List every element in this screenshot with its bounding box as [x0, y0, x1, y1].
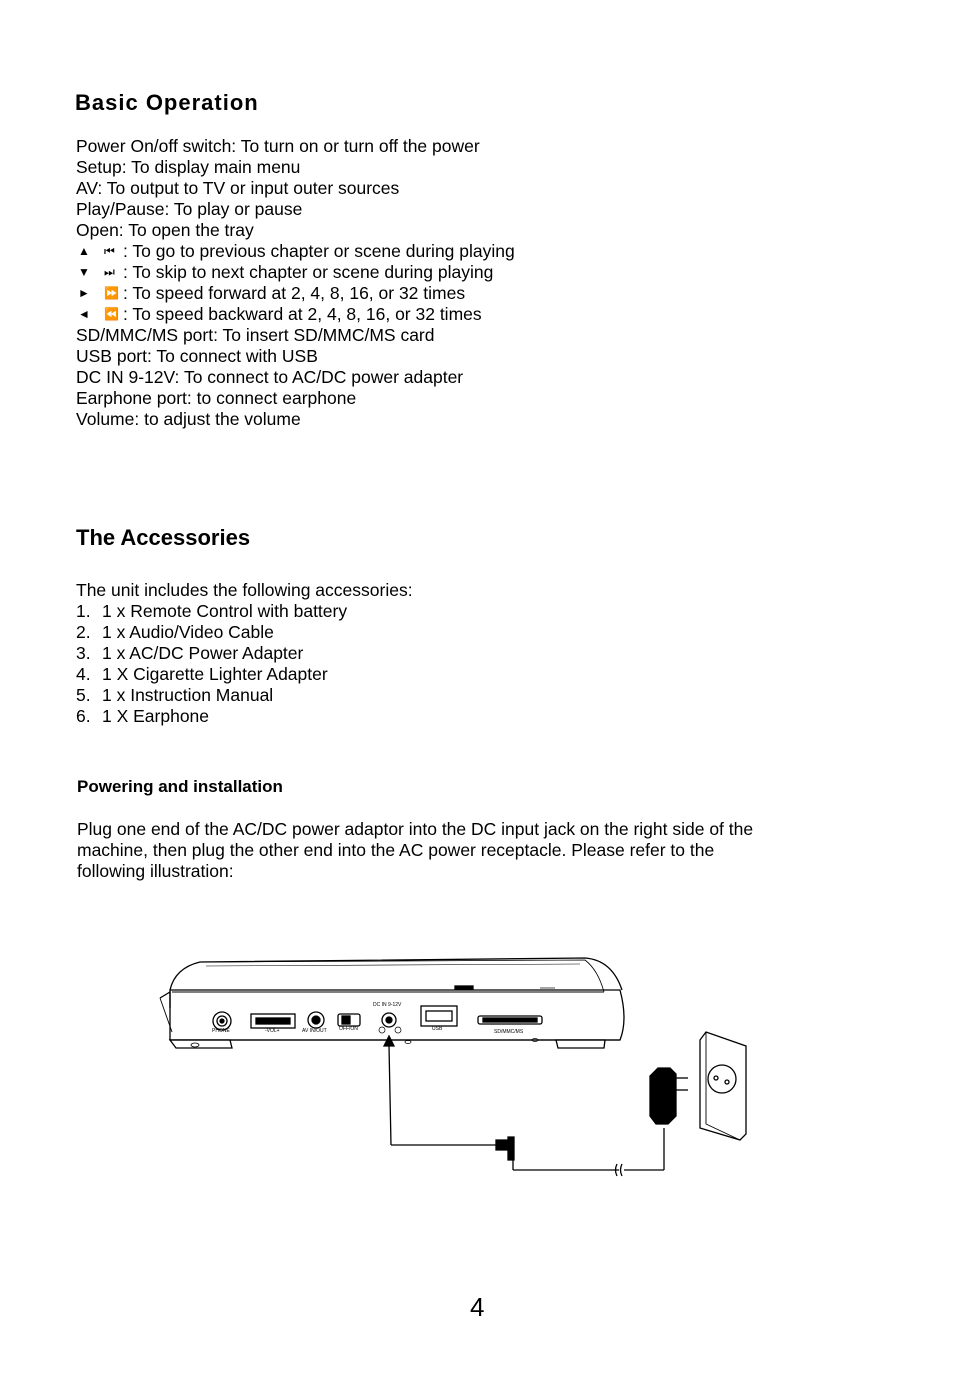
list-item: AV: To output to TV or input outer sources: [76, 178, 400, 198]
list-number: 6.: [76, 706, 91, 726]
wall-outlet-icon: [700, 1032, 746, 1140]
list-item: USB port: To connect with USB: [76, 346, 318, 366]
list-item-text: 1 X Earphone: [102, 706, 210, 726]
list-item-text: 1 X Cigarette Lighter Adapter: [102, 664, 328, 684]
list-item-text: : To skip to next chapter or scene during playing: [123, 262, 494, 282]
previous-icon: ⏮: [104, 244, 115, 258]
list-number: 3.: [76, 643, 91, 663]
up-arrow-icon: ▲: [78, 244, 90, 258]
right-arrow-icon: ►: [78, 286, 90, 300]
accessories-intro: The unit includes the following accessories:: [76, 580, 413, 600]
usb-port-label: USB: [432, 1026, 443, 1032]
list-number: 5.: [76, 685, 91, 705]
paragraph-line: Plug one end of the AC/DC power adaptor into the DC input jack on the right side of the: [77, 819, 754, 839]
list-item: Setup: To display main menu: [76, 157, 301, 177]
power-adapter-icon: [650, 1068, 688, 1124]
list-number: 1.: [76, 601, 91, 621]
fast-forward-icon: ⏩: [104, 286, 119, 300]
card-slot-label: SD/MMC/MS: [494, 1029, 524, 1035]
next-icon: ⏭: [104, 265, 115, 279]
list-item: Volume: to adjust the volume: [76, 409, 301, 429]
paragraph-line: machine, then plug the other end into the AC power receptacle. Please refer to the: [77, 840, 715, 860]
list-item: Power On/off switch: To turn on or turn off the power: [76, 136, 480, 156]
list-number: 2.: [76, 622, 91, 642]
list-item-text: 1 x Instruction Manual: [102, 685, 274, 705]
section-title-powering: Powering and installation: [77, 777, 283, 796]
volume-label: -VOL+: [265, 1028, 280, 1034]
list-item-text: : To go to previous chapter or scene during playing: [123, 241, 515, 261]
page-number: 4: [470, 1292, 485, 1322]
list-number: 4.: [76, 664, 91, 684]
dc-in-label: DC IN 9-12V: [373, 1002, 402, 1008]
list-item: DC IN 9-12V: To connect to AC/DC power adapter: [76, 367, 464, 387]
list-item-text: 1 x AC/DC Power Adapter: [102, 643, 304, 663]
list-item: SD/MMC/MS port: To insert SD/MMC/MS card: [76, 325, 435, 345]
list-item-text: 1 x Audio/Video Cable: [102, 622, 274, 642]
down-arrow-icon: ▼: [78, 265, 90, 279]
list-item: Earphone port: to connect earphone: [76, 388, 357, 408]
section-title-accessories: The Accessories: [76, 525, 251, 550]
list-item-text: : To speed forward at 2, 4, 8, 16, or 32 times: [123, 283, 466, 303]
left-arrow-icon: ◄: [78, 307, 90, 321]
list-item: Open: To open the tray: [76, 220, 254, 240]
list-item-text: : To speed backward at 2, 4, 8, 16, or 32 times: [123, 304, 482, 324]
paragraph-line: following illustration:: [77, 861, 234, 881]
list-item: Play/Pause: To play or pause: [76, 199, 303, 219]
phone-port-label: PHONE: [212, 1028, 230, 1034]
power-switch-label: OFF/ON: [339, 1026, 358, 1032]
list-item-text: 1 x Remote Control with battery: [102, 601, 348, 621]
section-title-basic-operation: Basic Operation: [75, 90, 259, 115]
rewind-icon: ⏪: [104, 307, 119, 321]
power-cable: [384, 1036, 664, 1176]
av-port-label: AV IN/OUT: [302, 1028, 327, 1034]
